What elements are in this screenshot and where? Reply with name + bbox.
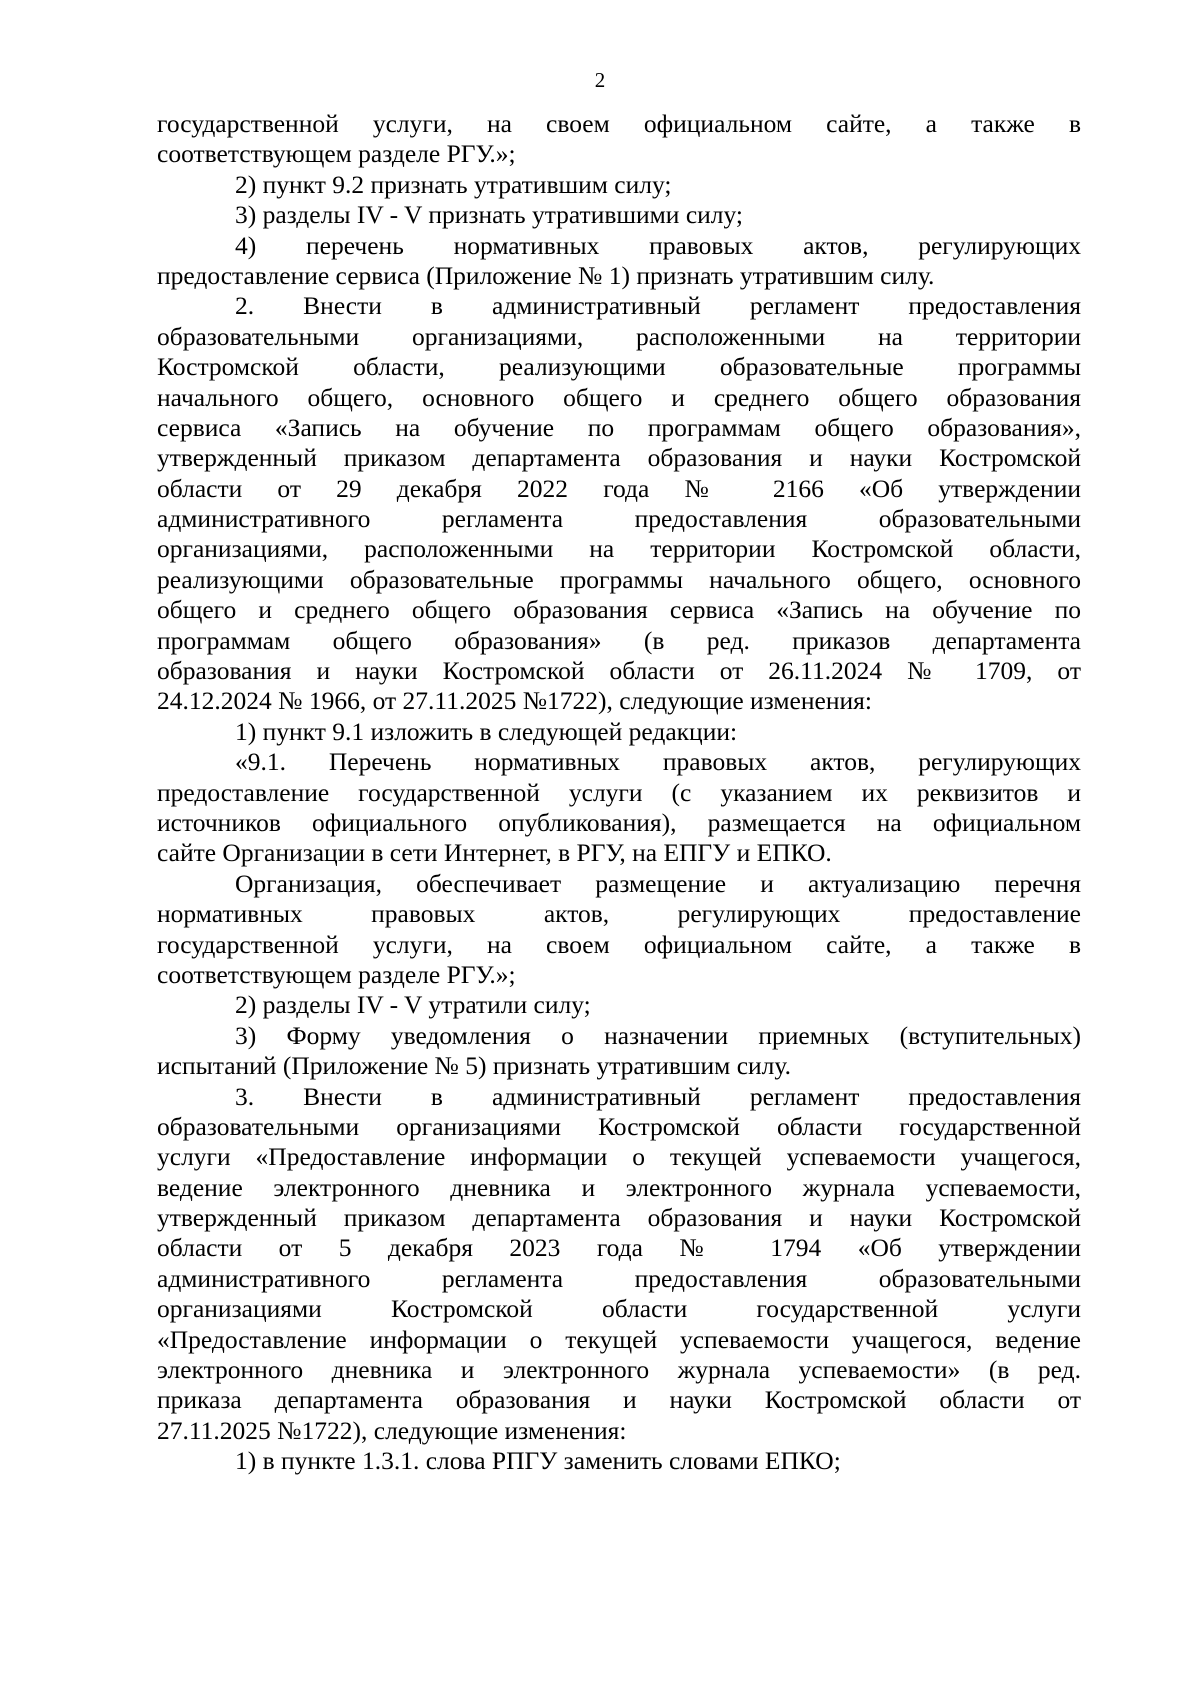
text-line: предоставление сервиса (Приложение № 1) признать утратившим силу. <box>157 260 935 290</box>
text-line: области от 5 декабря 2023 года № 1794 «Об утверждении <box>157 1233 1081 1263</box>
text-line: Костромской области, реализующими образовательные программы <box>157 352 1081 382</box>
text-line: 3. Внести в административный регламент предоставления <box>235 1081 1081 1111</box>
text-line: электронного дневника и электронного журнала успеваемости» (в ред. <box>157 1355 1081 1385</box>
text-line: государственной услуги, на своем официальном сайте, а также в <box>157 929 1081 959</box>
text-line: 24.12.2024 № 1966, от 27.11.2025 №1722), следующие изменения: <box>157 686 872 716</box>
text-line: сервиса «Запись на обучение по программам общего образования», <box>157 412 1081 442</box>
text-line: услуги «Предоставление информации о текущей успеваемости учащегося, <box>157 1142 1081 1172</box>
text-line: ведение электронного дневника и электронного журнала успеваемости, <box>157 1172 1081 1202</box>
text-line: «Предоставление информации о текущей успеваемости учащегося, ведение <box>157 1324 1081 1354</box>
text-line: «9.1. Перечень нормативных правовых актов, регулирующих <box>235 747 1081 777</box>
text-line: утвержденный приказом департамента образования и науки Костромской <box>157 443 1081 473</box>
text-line: 27.11.2025 №1722), следующие изменения: <box>157 1415 627 1445</box>
text-line: 2. Внести в административный регламент предоставления <box>235 291 1081 321</box>
text-line: сайте Организации в сети Интернет, в РГУ, на ЕПГУ и ЕПКО. <box>157 838 832 868</box>
text-line: 3) разделы IV - V признать утратившими силу; <box>235 200 744 230</box>
text-line: 3) Форму уведомления о назначении приемных (вступительных) <box>235 1020 1081 1050</box>
text-line: утвержденный приказом департамента образования и науки Костромской <box>157 1203 1081 1233</box>
text-line: реализующими образовательные программы начального общего, основного <box>157 564 1081 594</box>
text-line: начального общего, основного общего и среднего общего образования <box>157 382 1081 412</box>
text-line: 1) пункт 9.1 изложить в следующей редакции: <box>235 716 738 746</box>
text-line: образовательными организациями, расположенными на территории <box>157 321 1081 351</box>
document-body <box>157 109 1081 1477</box>
text-line: источников официального опубликования), размещается на официальном <box>157 807 1081 837</box>
text-line: организациями Костромской области государственной услуги <box>157 1294 1081 1324</box>
text-line: программам общего образования» (в ред. приказов департамента <box>157 625 1081 655</box>
text-line: административного регламента предоставления образовательными <box>157 504 1081 534</box>
text-line: предоставление государственной услуги (с указанием их реквизитов и <box>157 777 1081 807</box>
text-line: соответствующем разделе РГУ.»; <box>157 139 516 169</box>
text-line: 2) разделы IV - V утратили силу; <box>235 990 591 1020</box>
text-line: административного регламента предоставления образовательными <box>157 1263 1081 1293</box>
text-line: 4) перечень нормативных правовых актов, регулирующих <box>235 230 1081 260</box>
text-line: общего и среднего общего образования сервиса «Запись на обучение по <box>157 595 1081 625</box>
page-number: 2 <box>594 68 606 92</box>
text-line: 1) в пункте 1.3.1. слова РПГУ заменить словами ЕПКО; <box>235 1446 841 1476</box>
text-line: Организация, обеспечивает размещение и актуализацию перечня <box>235 868 1081 898</box>
text-line: приказа департамента образования и науки Костромской области от <box>157 1385 1081 1415</box>
text-line: государственной услуги, на своем официальном сайте, а также в <box>157 109 1081 138</box>
text-line: образования и науки Костромской области от 26.11.2024 № 1709, от <box>157 656 1081 686</box>
text-line: организациями, расположенными на территории Костромской области, <box>157 534 1081 564</box>
text-line: области от 29 декабря 2022 года № 2166 «Об утверждении <box>157 473 1081 503</box>
text-line: испытаний (Приложение № 5) признать утратившим силу. <box>157 1051 791 1081</box>
text-line: соответствующем разделе РГУ.»; <box>157 959 516 989</box>
text-line: нормативных правовых актов, регулирующих предоставление <box>157 899 1081 929</box>
text-line: образовательными организациями Костромской области государственной <box>157 1111 1081 1141</box>
text-line: 2) пункт 9.2 признать утратившим силу; <box>235 169 672 199</box>
